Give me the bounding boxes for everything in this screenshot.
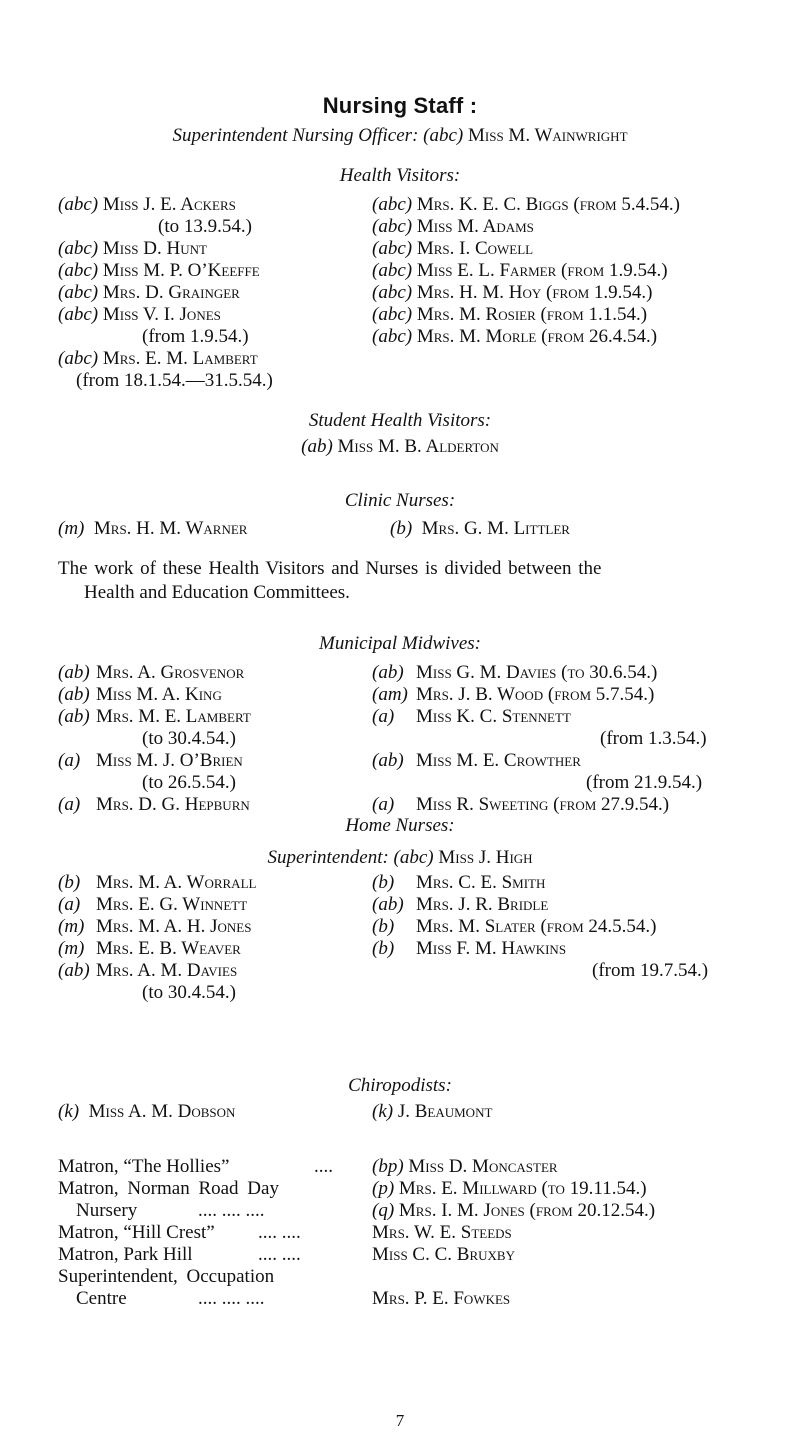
superintendent-name: Miss M. Wainwright: [468, 125, 628, 146]
superintendent-tag: (abc): [423, 125, 464, 146]
home-nurses-left: [58, 872, 256, 1004]
note-line-2: Health and Education Committees.: [84, 582, 350, 603]
superintendent-line: [0, 125, 800, 147]
list-item: (abc) Miss E. L. Farmer (from 1.9.54.): [372, 260, 668, 281]
list-item: (from 18.1.54.—31.5.54.): [76, 370, 273, 391]
list-item: (from 1.3.54.): [600, 728, 707, 749]
list-item: (m) Mrs. M. A. H. Jones: [58, 916, 252, 937]
list-item: (from 19.7.54.): [592, 960, 709, 981]
list-item: (to 13.9.54.): [158, 216, 252, 237]
list-item: (abc) Mrs. D. Grainger: [58, 282, 240, 303]
list-item: (ab) Miss G. M. Davies (to 30.6.54.): [372, 662, 658, 683]
matron-label: Nursery .... .... ....: [76, 1200, 265, 1221]
list-item: (am) Mrs. J. B. Wood (from 5.7.54.): [372, 684, 655, 705]
health-visitors-heading: Health Visitors:: [339, 165, 461, 186]
matrons-labels: [58, 1156, 333, 1310]
list-item: (a) Mrs. E. G. Winnett: [58, 894, 248, 915]
chiropodist-right: (k) J. Beaumont: [372, 1101, 493, 1122]
list-item: (from 1.9.54.): [142, 326, 249, 347]
health-visitors-right: [372, 194, 680, 348]
list-item: (a) Mrs. D. G. Hepburn: [58, 794, 250, 815]
list-item: (abc) Mrs. I. Cowell: [372, 238, 534, 259]
list-item: (from 21.9.54.): [586, 772, 703, 793]
municipal-midwives-heading: Municipal Midwives:: [319, 633, 481, 654]
matron-label: Superintendent, Occupation: [58, 1266, 275, 1287]
list-item: (abc) Miss M. P. O’Keeffe: [58, 260, 260, 281]
matron-name: (bp) Miss D. Moncaster: [372, 1156, 558, 1177]
list-item: (ab) Mrs. A. M. Davies: [58, 960, 238, 981]
matron-label: Matron, Norman Road Day: [58, 1178, 279, 1199]
list-item: (b) Mrs. M. Slater (from 24.5.54.): [372, 916, 657, 937]
list-item: (ab) Mrs. M. E. Lambert: [58, 706, 251, 727]
midwives-left: [58, 662, 251, 816]
matron-name: Mrs. P. E. Fowkes: [372, 1288, 511, 1309]
health-visitors-left: [58, 194, 273, 392]
midwives-right: [372, 662, 707, 816]
list-item: (abc) Mrs. E. M. Lambert: [58, 348, 258, 369]
matron-label: Matron, “The Hollies” ....: [58, 1156, 333, 1177]
list-item: (ab) Miss M. E. Crowther: [372, 750, 581, 771]
clinic-nurse-right: (b) Mrs. G. M. Littler: [390, 518, 570, 539]
list-item: (a) Miss K. C. Stennett: [372, 706, 571, 727]
list-item: (ab) Mrs. J. R. Bridle: [372, 894, 549, 915]
superintendent-label: Superintendent Nursing Officer:: [172, 125, 419, 146]
matron-label: Centre .... .... ....: [76, 1288, 265, 1309]
list-item: (abc) Mrs. M. Morle (from 26.4.54.): [372, 326, 658, 347]
matron-name: [372, 1266, 655, 1288]
student-health-visitor: (ab) Miss M. B. Alderton: [301, 436, 499, 457]
list-item: (to 30.4.54.): [142, 728, 236, 749]
list-item: (b) Miss F. M. Hawkins: [372, 938, 567, 959]
clinic-nurses-heading: Clinic Nurses:: [344, 490, 456, 511]
list-item: (abc) Miss M. Adams: [372, 216, 534, 237]
chiropodists-heading: Chiropodists:: [348, 1075, 452, 1096]
clinic-nurse-left: (m) Mrs. H. M. Warner: [58, 518, 248, 539]
list-item: (m) Mrs. E. B. Weaver: [58, 938, 241, 959]
list-item: (ab) Mrs. A. Grosvenor: [58, 662, 245, 683]
list-item: (abc) Mrs. K. E. C. Biggs (from 5.4.54.): [372, 194, 680, 215]
matron-label: Matron, “Hill Crest” .... ....: [58, 1222, 301, 1243]
list-item: (a) Miss R. Sweeting (from 27.9.54.): [372, 794, 670, 815]
chiropodist-left: (k) Miss A. M. Dobson: [58, 1101, 236, 1122]
list-item: (b) Mrs. C. E. Smith: [372, 872, 546, 893]
home-nurses-right: [372, 872, 708, 982]
home-nurses-superintendent: Superintendent: (abc) Miss J. High: [267, 847, 533, 868]
matron-name: Mrs. W. E. Steeds: [372, 1222, 512, 1243]
list-item: (to 26.5.54.): [142, 772, 236, 793]
matron-label: Matron, Park Hill .... ....: [58, 1244, 301, 1265]
list-item: (a) Miss M. J. O’Brien: [58, 750, 243, 771]
list-item: (abc) Mrs. H. M. Hoy (from 1.9.54.): [372, 282, 653, 303]
matrons-names: [372, 1156, 655, 1310]
list-item: (abc) Miss D. Hunt: [58, 238, 207, 259]
list-item: (abc) Mrs. M. Rosier (from 1.1.54.): [372, 304, 648, 325]
home-nurses-heading: Home Nurses:: [345, 815, 455, 836]
matron-name: (q) Mrs. I. M. Jones (from 20.12.54.): [372, 1200, 656, 1221]
list-item: (ab) Miss M. A. King: [58, 684, 222, 705]
page-title: Nursing Staff :: [322, 93, 478, 118]
list-item: (b) Mrs. M. A. Worrall: [58, 872, 257, 893]
list-item: (to 30.4.54.): [142, 982, 236, 1003]
list-item: (abc) Miss V. I. Jones: [58, 304, 221, 325]
matron-name: (p) Mrs. E. Millward (to 19.11.54.): [372, 1178, 647, 1199]
matron-name: Miss C. C. Bruxby: [372, 1244, 515, 1265]
list-item: (abc) Miss J. E. Ackers: [58, 194, 236, 215]
page-number: 7: [395, 1411, 405, 1430]
note-line-1: The work of these Health Visitors and Nurses is divided between the: [58, 558, 602, 579]
student-health-visitors-heading: Student Health Visitors:: [308, 410, 492, 431]
